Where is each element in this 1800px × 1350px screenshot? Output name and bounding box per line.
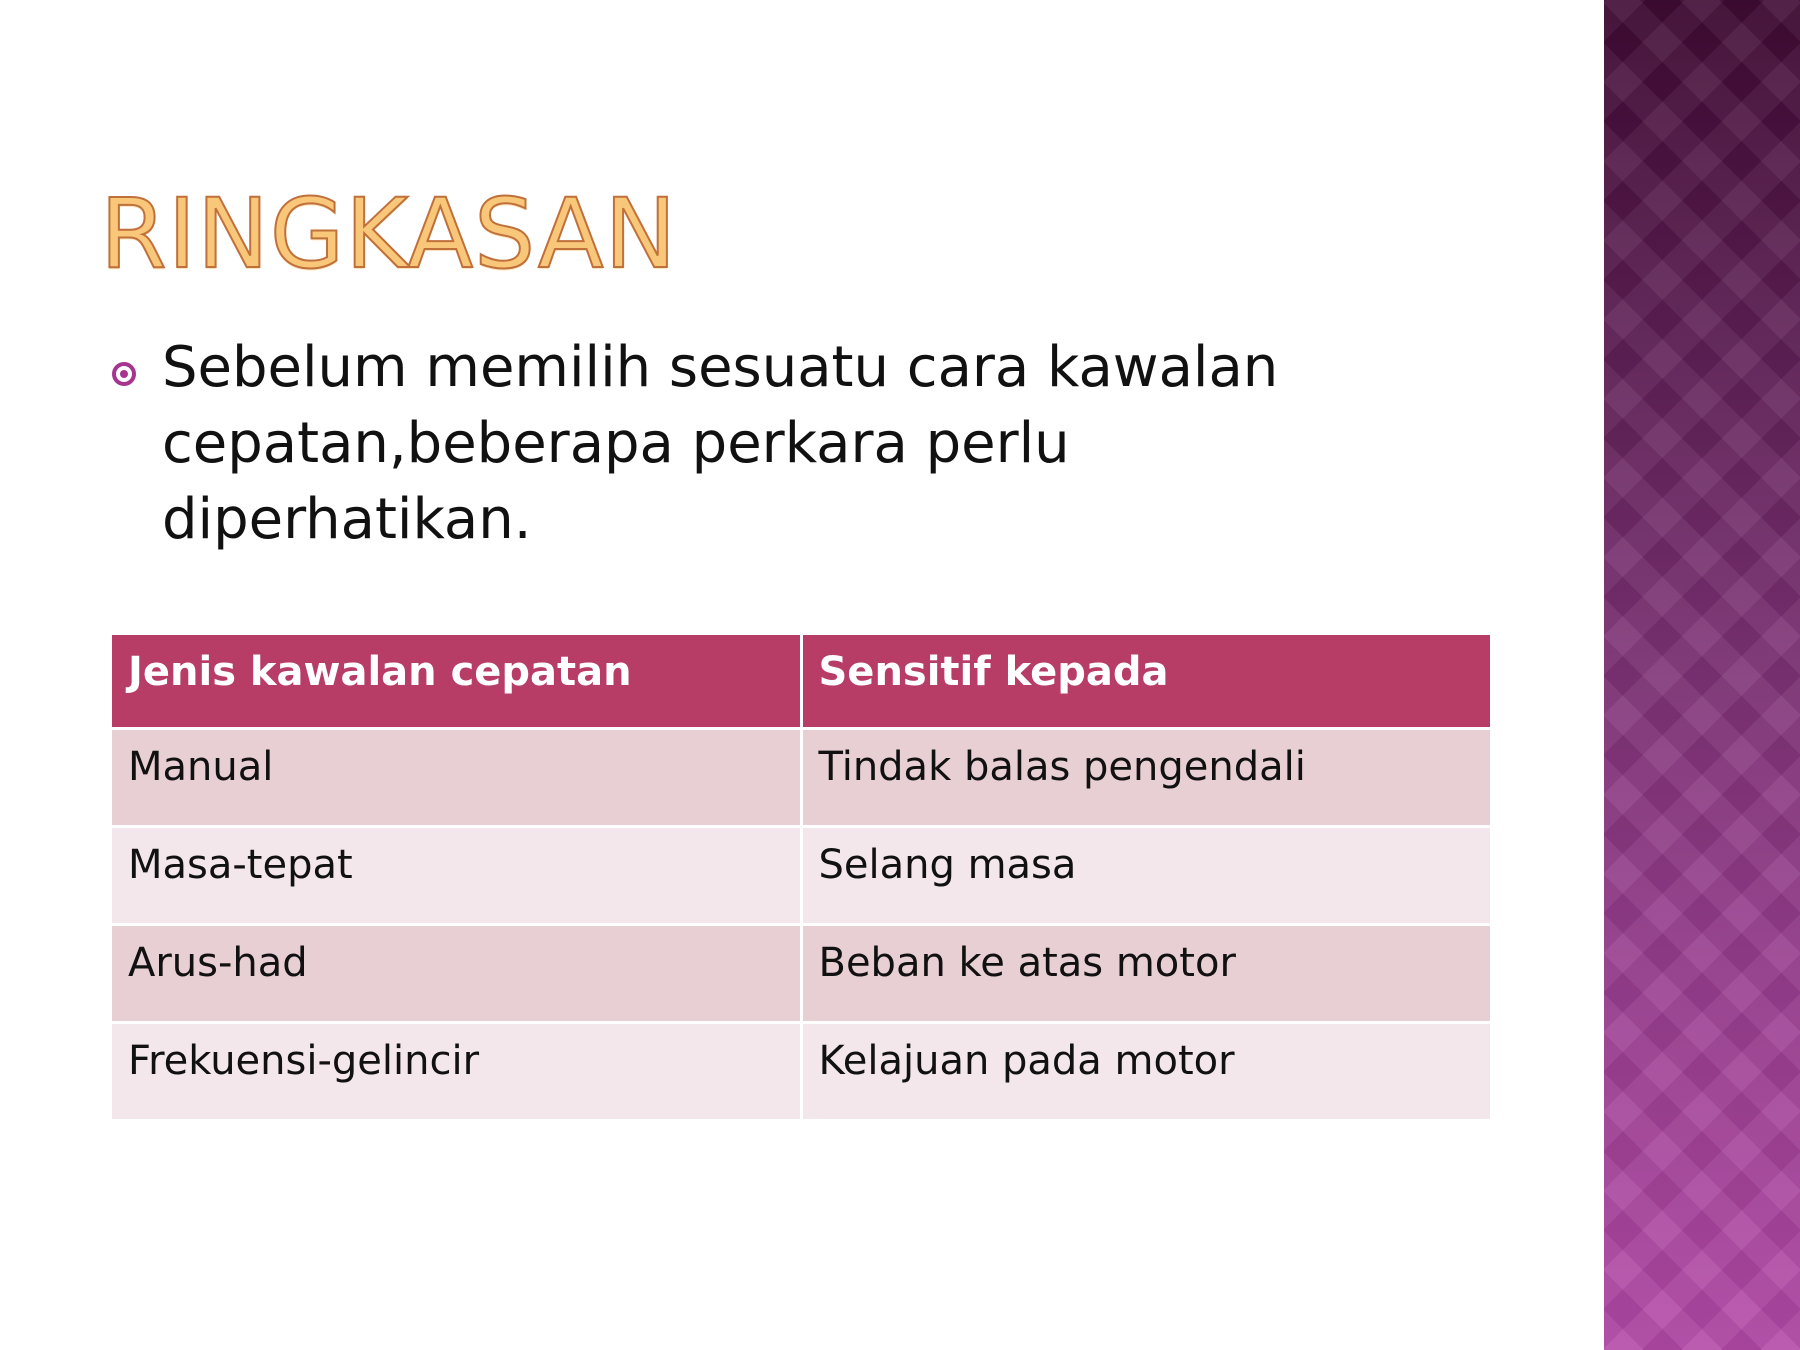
- table-row: [112, 828, 1490, 923]
- table-row: [112, 730, 1490, 825]
- table-cell: Kelajuan pada motor: [803, 1024, 1491, 1119]
- bullet-point: [112, 330, 1362, 558]
- table-cell: Beban ke atas motor: [803, 926, 1491, 1021]
- bullet-text: Sebelum memilih sesuatu cara kawalan cepatan,beberapa perkara perlu diperhatikan.: [162, 335, 1279, 552]
- table-row: [112, 926, 1490, 1021]
- table-header-row: [112, 635, 1490, 727]
- table-row: [112, 1024, 1490, 1119]
- table-cell: Tindak balas pengendali: [803, 730, 1491, 825]
- table-cell: Masa-tepat: [112, 828, 800, 923]
- table-cell: Manual: [112, 730, 800, 825]
- table-cell: Selang masa: [803, 828, 1491, 923]
- circle-bullet-icon: [112, 362, 136, 386]
- table-header-cell: Jenis kawalan cepatan: [112, 635, 800, 727]
- table-cell: Arus-had: [112, 926, 800, 1021]
- table-header-cell: Sensitif kepada: [803, 635, 1491, 727]
- summary-table: [109, 632, 1493, 1122]
- slide-title: RINGKASAN: [100, 178, 678, 290]
- decorative-side-bar: [1604, 0, 1800, 1350]
- table-cell: Frekuensi-gelincir: [112, 1024, 800, 1119]
